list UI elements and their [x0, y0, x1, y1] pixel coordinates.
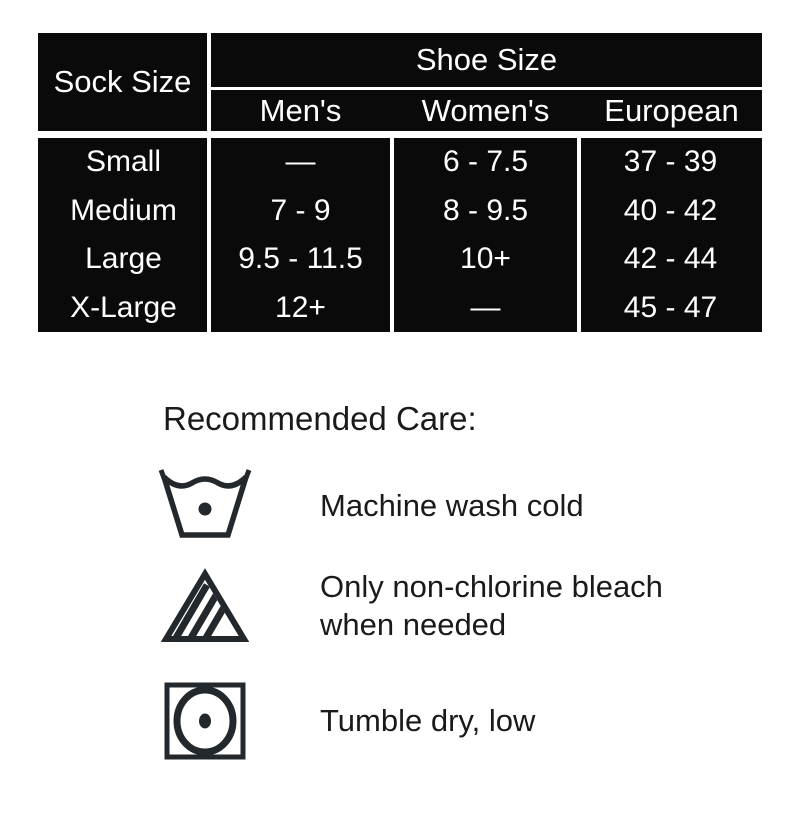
- care-item-bleach: [152, 564, 730, 648]
- cell-xlarge-european: 45 - 47: [623, 290, 718, 324]
- care-item-tumble: [152, 679, 535, 763]
- size-chart-body: [38, 138, 762, 332]
- column-header-mens: Men's: [259, 92, 342, 128]
- machine-wash-icon: [152, 465, 258, 547]
- cell-small-european: 37 - 39: [623, 145, 718, 179]
- row-label-small: Small: [85, 145, 161, 179]
- grid-line-horizontal-1: [211, 87, 762, 90]
- cell-medium-european: 40 - 42: [623, 193, 718, 227]
- row-label-large: Large: [85, 242, 162, 276]
- care-label-bleach: Only non-chlorine bleach when needed: [320, 569, 663, 642]
- cell-xlarge-mens: 12+: [275, 290, 326, 324]
- cell-medium-mens: 7 - 9: [270, 193, 331, 227]
- row-label-medium: Medium: [70, 193, 177, 227]
- care-label-tumble: Tumble dry, low: [320, 703, 536, 738]
- row-label-xlarge: X-Large: [70, 290, 177, 324]
- cell-large-european: 42 - 44: [623, 242, 718, 276]
- column-header-womens: Women's: [421, 92, 550, 128]
- cell-large-womens: 10+: [460, 242, 511, 276]
- sock-size-chart: [38, 33, 762, 332]
- sock-size-header: Sock Size: [53, 64, 192, 99]
- cell-medium-womens: 8 - 9.5: [442, 193, 529, 227]
- tumble-dry-icon: [152, 681, 258, 761]
- care-heading: Recommended Care:: [163, 400, 477, 437]
- shoe-size-header: Shoe Size: [415, 42, 558, 77]
- care-item-wash: [152, 461, 584, 551]
- non-chlorine-bleach-icon: [152, 567, 258, 645]
- cell-xlarge-womens: —: [470, 290, 501, 324]
- cell-small-womens: 6 - 7.5: [442, 145, 529, 179]
- grid-line-header-separator: [38, 131, 762, 138]
- care-label-wash: Machine wash cold: [320, 488, 584, 523]
- cell-large-mens: 9.5 - 11.5: [238, 242, 363, 276]
- column-header-european: European: [604, 92, 739, 128]
- cell-small-mens: —: [285, 145, 316, 179]
